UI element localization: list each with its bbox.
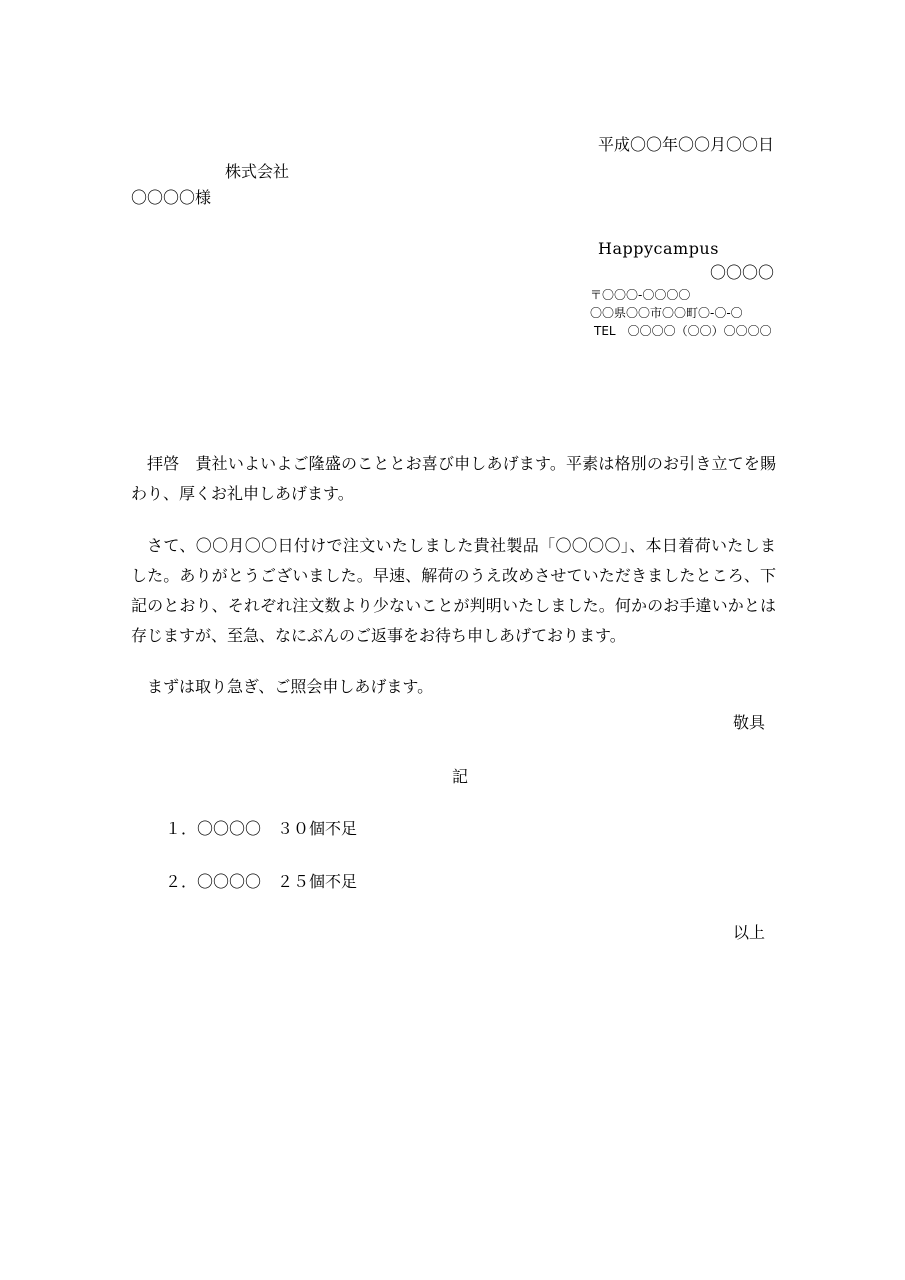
letter-date: 平成〇〇年〇〇月〇〇日 — [597, 135, 774, 154]
sender-person: 〇〇〇〇 — [709, 263, 774, 282]
body-paragraph-main: さて、〇〇月〇〇日付けで注文いたしました貴社製品「〇〇〇〇」、本日着荷いたしました。ありがとうございました。早速、解荷のうえ改めさせていただきましたところ、下記のとおり、それぞれ注文数より少ないことが判明いたしました。何かのお手違いかとは存じますが、至急、なにぶんのご返事をお待ち申しあげております。 — [131, 536, 776, 645]
body-paragraph-greeting: 拝啓 貴社いよいよご隆盛のこととお喜び申しあげます。平素は格別のお引き立てを賜わり、厚くお礼申しあげます。 — [131, 454, 776, 503]
recipient-company: 株式会社 — [225, 162, 290, 181]
recipient-name: 〇〇〇〇様 — [131, 188, 212, 207]
sender-tel: TEL 〇〇〇〇（〇〇）〇〇〇〇 — [594, 324, 772, 338]
body-paragraph-closing: まずは取り急ぎ、ご照会申しあげます。 — [147, 677, 434, 696]
sender-postal-code: 〒〇〇〇-〇〇〇〇 — [590, 288, 691, 302]
ki-heading: 記 — [452, 767, 469, 786]
sender-address: 〇〇県〇〇市〇〇町〇-〇-〇 — [590, 306, 743, 320]
closing-ijou: 以上 — [732, 923, 765, 942]
closing-keigu: 敬具 — [732, 713, 765, 732]
list-item: ２．〇〇〇〇 ２５個不足 — [165, 872, 358, 891]
sender-company: Happycampus — [598, 239, 719, 258]
list-item: １．〇〇〇〇 ３０個不足 — [165, 819, 358, 838]
